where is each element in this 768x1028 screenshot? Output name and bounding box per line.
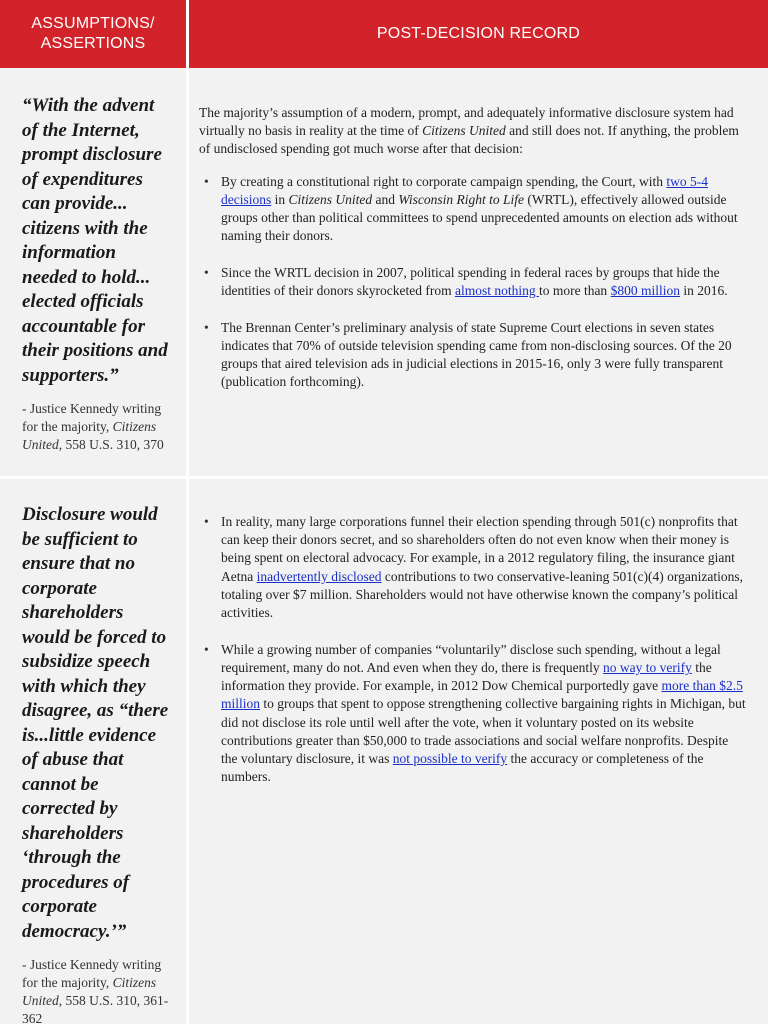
list-item: • Since the WRTL decision in 2007, political spending in federal races by groups that hide the identities of their donors skyrocketed from almost nothing to more than $800 million in 2016. [199,264,747,300]
link-inadvertently-disclosed[interactable]: inadvertently disclosed [256,568,382,584]
row1-record-cell [189,68,768,476]
row1-attribution: - Justice Kennedy writing for the majority, Citizens United, 558 U.S. 310, 370 [22,401,164,452]
row2-quote: Disclosure would be sufficient to ensure that no corporate shareholders would be forced to subsidize speech with which they disagree, as “there is...little evidence of abuse that cannot be corrected by shareholders ‘through the procedures of corporate democracy.’” [22,504,169,942]
header-assumptions-label: ASSUMPTIONS/ ASSERTIONS [31,15,155,52]
header-assumptions [0,0,186,68]
list-item: • By creating a constitutional right to corporate campaign spending, the Court, with two 5-4 decisions in Citizens United and Wisconsin Right to Life (WRTL), effectively allowed outside groups other than political committees to spend unprecedented amounts on election ads without naming their donors. [199,173,747,246]
row2-record-cell [189,479,768,1024]
link-not-possible-to-verify[interactable]: not possible to verify [392,750,508,766]
header-post-decision-record [189,0,768,68]
row2-assertion-cell [0,479,186,1024]
link-800-million[interactable]: $800 million [610,283,680,299]
list-item: • The Brennan Center’s preliminary analysis of state Supreme Court elections in seven states indicates that 70% of outside television spending came from non-disclosing sources. Of the 20 groups that aired television ads in judicial elections in 2015-16, only 3 were fully transparent (publication forthcoming). [199,319,747,392]
row1-intro: The majority’s assumption of a modern, prompt, and adequately informative disclosure system had virtually no basis in reality at the time of Citizens United and still does not. If anything, the problem of undisclosed spending got much worse after that decision: [199,105,739,157]
link-almost-nothing[interactable]: almost nothing [454,283,539,299]
link-two-5-4-decisions[interactable]: two 5-4 decisions [221,173,709,207]
link-no-way-to-verify[interactable]: no way to verify [603,659,692,675]
row2-attribution: - Justice Kennedy writing for the majority, Citizens United, 558 U.S. 310, 361-362 [22,957,169,1026]
row1-quote: “With the advent of the Internet, prompt disclosure of expenditures can provide... citizens with the information needed to hold... elected officials accountable for their positions and supporters.” [22,95,168,386]
link-more-than-2-5-million[interactable]: more than $2.5 million [221,678,743,712]
row1-assertion-cell [0,68,186,476]
list-item: • While a growing number of companies “voluntarily” disclose such spending, without a legal requirement, many do not. And even when they do, there is frequently no way to verify the information they provide. For example, in 2012 Dow Chemical purportedly gave more than $2.5 million to groups that spent to oppose strengthening collective bargaining rights in Michigan, but did not disclose its role until well after the vote, when it voluntary posted on its website contributions greater than $50,000 to trade associations and social welfare nonprofits. Despite the voluntary disclosure, it was not possible to verify the accuracy or completeness of the numbers. [199,641,747,787]
row2-bullet-list [199,513,747,786]
row1-bullet-list [199,173,747,392]
list-item: • In reality, many large corporations funnel their election spending through 501(c) nonprofits that can keep their donors secret, and so shareholders often do not even know when their money is being spent on electoral advocacy. For example, in a 2012 regulatory filing, the insurance giant Aetna inadvertently disclosed contributions to two conservative-leaning 501(c)(4) organizations, totaling over $7 million. Shareholders would not have otherwise known the company’s political activities. [199,513,747,622]
header-post-decision-label: POST-DECISION RECORD [376,25,581,42]
